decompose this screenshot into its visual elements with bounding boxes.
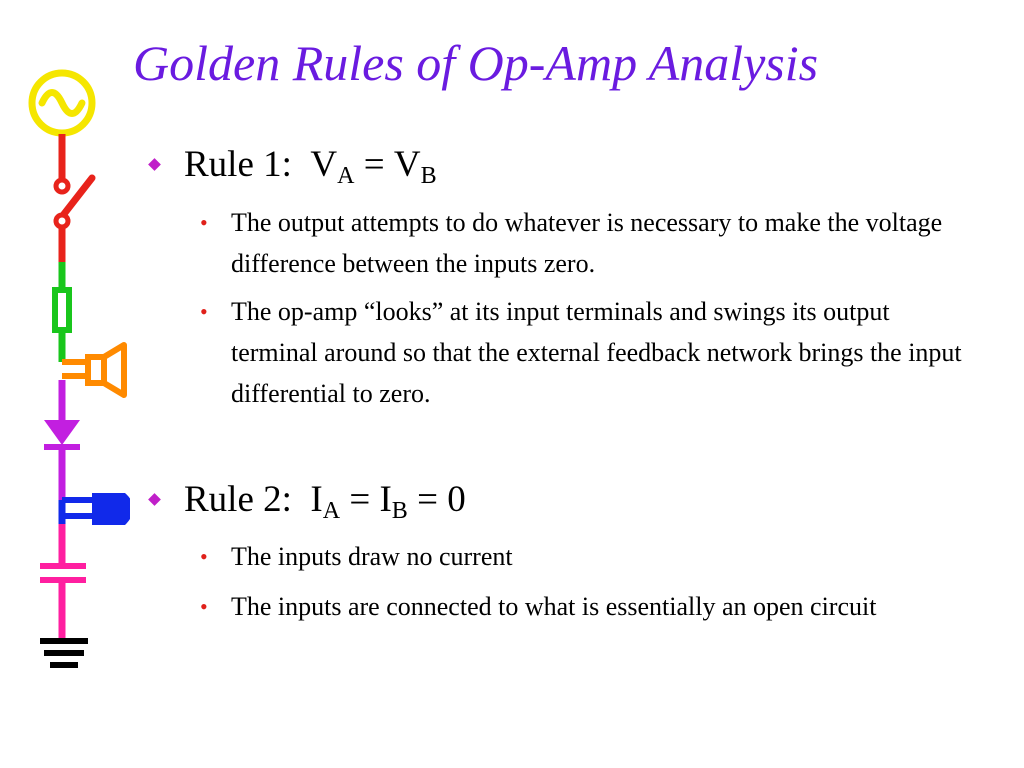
bullet-text: The inputs are connected to what is essentially an open circuit (231, 592, 877, 621)
rule-2-equals-2: = (417, 479, 438, 520)
bullet-dot-icon: • (200, 210, 208, 235)
rule-2-equals: = (349, 479, 371, 520)
diamond-bullet-icon (148, 158, 161, 171)
slide-title: Golden Rules of Op-Amp Analysis (133, 35, 819, 91)
ground-icon (40, 641, 88, 665)
diamond-bullet-icon (148, 493, 161, 506)
switch-icon (56, 134, 92, 262)
circuit-decoration (0, 0, 130, 768)
bullet-dot-icon: • (200, 594, 208, 619)
bullet-text: The inputs draw no current (231, 542, 513, 571)
rule-2-value: 0 (447, 479, 466, 520)
resistor-icon (55, 262, 69, 362)
rule-2-lhs: I (310, 479, 323, 520)
rule-1-prefix: Rule 1: (184, 144, 292, 185)
rule-2-lhs-sub: A (322, 498, 341, 524)
bullet-dot-icon: • (200, 544, 208, 569)
plug-icon (62, 493, 130, 525)
bullet-text: The op-amp “looks” at its input terminals and swings its output terminal around so that the external feedback network brings the input differential to zero. (231, 297, 962, 408)
capacitor-icon (40, 524, 86, 638)
speaker-icon (62, 345, 124, 395)
rule-2-prefix: Rule 2: (184, 479, 292, 520)
ac-source-icon (32, 73, 92, 133)
rule-1-rhs: V (393, 144, 421, 185)
bullet-text: The output attempts to do whatever is necessary to make the voltage difference between the inputs zero. (231, 208, 943, 278)
diode-icon (44, 380, 80, 500)
rule-1-equals: = (363, 144, 385, 185)
rule-1-text (184, 144, 437, 189)
rule-1-rhs-sub: B (420, 163, 437, 189)
rule-2-rhs-sub: B (391, 498, 408, 524)
bullet-dot-icon: • (200, 299, 208, 324)
rule-1-lhs-sub: A (337, 163, 355, 189)
rule-2-rhs: I (379, 479, 392, 520)
rule-1-lhs: V (310, 144, 338, 185)
rule-2-text (184, 479, 466, 524)
